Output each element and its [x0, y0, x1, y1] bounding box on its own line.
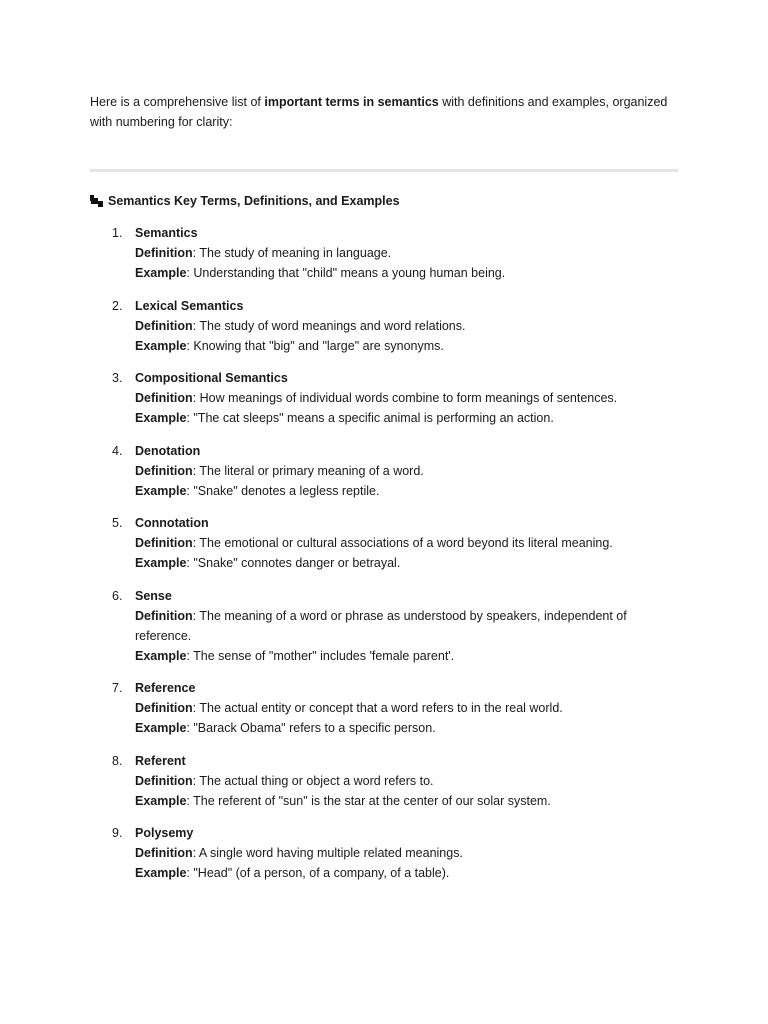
- example-line: [135, 553, 680, 573]
- list-item: [90, 368, 680, 428]
- divider: [90, 169, 678, 172]
- term-title: Compositional Semantics: [135, 371, 288, 385]
- item-number: 3.: [112, 371, 123, 385]
- example-line: [135, 263, 680, 283]
- section-heading: [90, 191, 680, 211]
- definition-line: [135, 461, 680, 481]
- intro-prefix: Here is a comprehensive list of: [90, 95, 265, 109]
- definition-text: : The study of meaning in language.: [192, 246, 392, 260]
- definition-label: Definition: [135, 391, 193, 405]
- definition-line: [135, 316, 680, 336]
- term-title: Sense: [135, 588, 172, 603]
- example-label: Example: [135, 866, 187, 880]
- item-number: 4.: [112, 443, 123, 458]
- definition-text: : How meanings of individual words combine to form meanings of sentences.: [192, 391, 618, 405]
- example-text: : "Barack Obama" refers to a specific person.: [186, 721, 436, 735]
- definition-text: : The meaning of a word or phrase as understood by speakers, independent of reference.: [135, 608, 627, 643]
- example-line: [135, 646, 680, 666]
- definition-label: Definition: [135, 846, 193, 860]
- definition-label: Definition: [135, 463, 193, 478]
- list-item: [90, 296, 680, 356]
- terms-list: [90, 223, 680, 883]
- example-text: : Understanding that "child" means a young human being.: [186, 266, 506, 280]
- definition-line: [135, 843, 680, 863]
- term-title: Reference: [135, 681, 196, 695]
- list-item: [90, 513, 680, 573]
- example-label: Example: [135, 793, 187, 808]
- list-item: [90, 823, 680, 883]
- definition-label: Definition: [135, 773, 193, 788]
- example-text: : "Snake" connotes danger or betrayal.: [186, 556, 401, 570]
- definition-label: Definition: [135, 701, 193, 715]
- definition-label: Definition: [135, 608, 193, 623]
- item-number: 5.: [112, 516, 123, 530]
- example-label: Example: [135, 556, 187, 570]
- item-number: 6.: [112, 588, 123, 603]
- definition-line: [135, 533, 680, 553]
- document-page: [90, 92, 680, 896]
- definition-label: Definition: [135, 536, 193, 550]
- item-number: 2.: [112, 298, 123, 313]
- definition-text: : The literal or primary meaning of a word.: [192, 463, 424, 478]
- item-number: 9.: [112, 826, 123, 840]
- example-line: [135, 718, 680, 738]
- example-text: : The sense of "mother" includes 'female parent'.: [186, 648, 455, 663]
- example-line: [135, 336, 680, 356]
- example-text: : "Snake" denotes a legless reptile.: [186, 483, 380, 498]
- item-number: 8.: [112, 753, 123, 768]
- term-title: Referent: [135, 753, 186, 768]
- example-label: Example: [135, 266, 187, 280]
- item-number: 1.: [112, 226, 123, 240]
- definition-text: : The emotional or cultural associations of a word beyond its literal meaning.: [192, 536, 613, 550]
- definition-text: : The actual entity or concept that a word refers to in the real world.: [192, 701, 563, 715]
- term-title: Connotation: [135, 516, 209, 530]
- intro-suffix: with definitions and examples, organized with numbering for clarity:: [90, 95, 668, 129]
- list-item: [90, 751, 680, 811]
- example-label: Example: [135, 648, 187, 663]
- example-label: Example: [135, 483, 187, 498]
- list-item: [90, 586, 680, 666]
- intro-paragraph: [90, 92, 680, 132]
- definition-text: : The actual thing or object a word refers to.: [192, 773, 434, 788]
- bar-chart-icon: [90, 195, 104, 207]
- definition-label: Definition: [135, 318, 193, 333]
- example-line: [135, 791, 680, 811]
- example-text: : The referent of "sun" is the star at the center of our solar system.: [186, 793, 551, 808]
- definition-line: [135, 388, 680, 408]
- definition-line: [135, 243, 680, 263]
- list-item: [90, 678, 680, 738]
- definition-text: : A single word having multiple related meanings.: [192, 846, 463, 860]
- list-item: [90, 441, 680, 501]
- example-text: : "The cat sleeps" means a specific animal is performing an action.: [186, 411, 554, 425]
- intro-bold: important terms in semantics: [264, 95, 439, 109]
- definition-label: Definition: [135, 246, 193, 260]
- term-title: Polysemy: [135, 826, 194, 840]
- definition-text: : The study of word meanings and word relations.: [192, 318, 466, 333]
- definition-line: [135, 698, 680, 718]
- example-line: [135, 863, 680, 883]
- example-text: : Knowing that "big" and "large" are synonyms.: [186, 338, 444, 353]
- section-heading-text: Semantics Key Terms, Definitions, and Examples: [108, 194, 400, 208]
- term-title: Semantics: [135, 226, 198, 240]
- term-title: Lexical Semantics: [135, 298, 244, 313]
- example-line: [135, 408, 680, 428]
- list-item: [90, 223, 680, 283]
- example-label: Example: [135, 721, 187, 735]
- example-line: [135, 481, 680, 501]
- example-label: Example: [135, 411, 187, 425]
- definition-line: [135, 771, 680, 791]
- term-title: Denotation: [135, 443, 201, 458]
- example-label: Example: [135, 338, 187, 353]
- item-number: 7.: [112, 681, 123, 695]
- example-text: : "Head" (of a person, of a company, of a table).: [186, 866, 450, 880]
- definition-line: [135, 606, 680, 646]
